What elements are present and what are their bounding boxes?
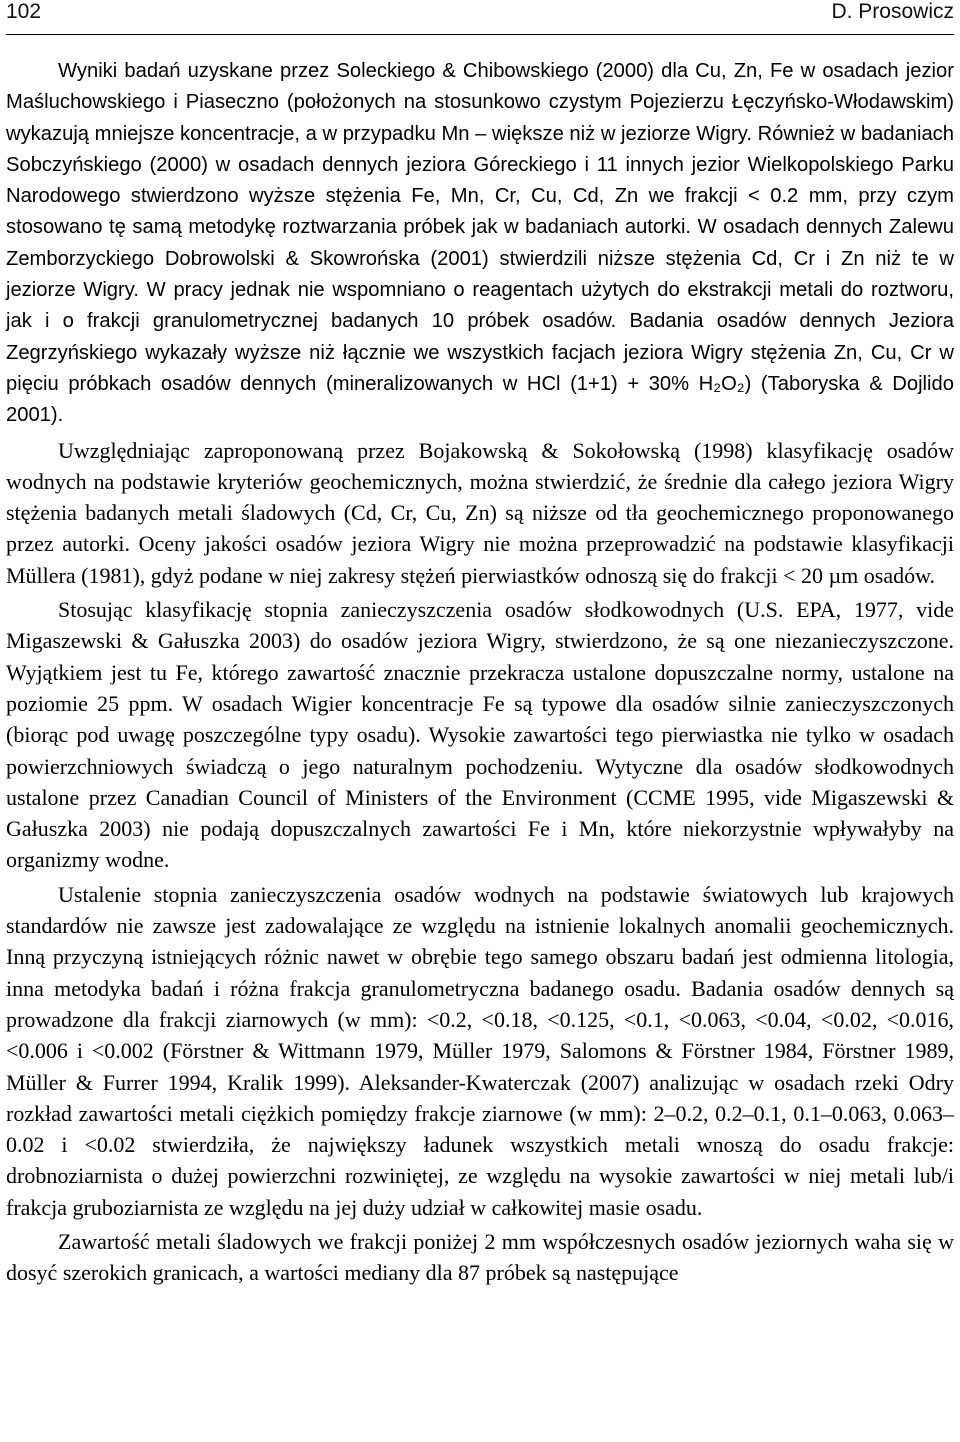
running-header — [6, 0, 954, 35]
page-number: 102 — [6, 0, 42, 23]
running-title: D. Prosowicz — [831, 0, 954, 23]
paragraph-1: Wyniki badań uzyskane przez Soleckiego & Chibowskiego (2000) dla Cu, Zn, Fe w osadach jezior Maśluchowskiego i Piaseczno (położonych na stosunkowo czystym Pojezierzu Łęczyńsko-Włodawskim) wykazują mniejsze koncentracje, a w przypadku Mn – większe niż w jeziorze Wigry. Również w badaniach Sobczyńskiego (2000) w osadach dennych jeziora Góreckiego i 11 innych jezior Wielkopolskiego Parku Narodowego stwierdzono wyższe stężenia Fe, Mn, Cr, Cu, Cd, Zn we frakcji < 0.2 mm, przy czym stosowano tę samą metodykę roztwarzania próbek jak w badaniach autorki. W osadach dennych Zalewu Zemborzyckiego Dobrowolski & Skowrońska (2001) stwierdzili niższe stężenia Cd, Cr i Zn niż te w jeziorze Wigry. W pracy jednak nie wspomniano o reagentach użytych do ekstrakcji metali do roztworu, jak i o frakcji granulometrycznej badanych 10 próbek osadów. Badania osadów dennych Jeziora Zegrzyńskiego wykazały wyższe niż łącznie we wszystkich facjach jeziora Wigry stężenia Zn, Cu, Cr w pięciu próbkach osadów dennych (mineralizowanych w HCl (1+1) + 30% H₂O₂) (Taboryska & Dojlido 2001). — [6, 60, 954, 427]
paragraph-5: Zawartość metali śladowych we frakcji poniżej 2 mm współczesnych osadów jeziornych waha się w dosyć szerokich granicach, a wartości mediany dla 87 próbek są następujące — [6, 1228, 954, 1286]
paragraph-2: Uwzględniając zaproponowaną przez Bojakowską & Sokołowską (1998) klasyfikację osadów wodnych na podstawie kryteriów geochemicznych, można stwierdzić, że średnie dla całego jeziora Wigry stężenia badanych metali śladowych (Cd, Cr, Cu, Zn) są niższe od tła geochemicznego proponowanego przez autorki. Oceny jakości osadów jeziora Wigry nie można przeprowadzić na podstawie klasyfikacji Müllera (1981), gdyż podane w niej zakresy stężeń pierwiastków odnoszą się do frakcji < 20 µm osadów. — [6, 437, 954, 588]
paragraph-3: Stosując klasyfikację stopnia zanieczyszczenia osadów słodkowodnych (U.S. EPA, 1977, vide Migaszewski & Gałuszka 2003) do osadów jeziora Wigry, stwierdzono, że są one niezanieczyszczone. Wyjątkiem jest tu Fe, którego zawartość znacznie przekracza ustalone dopuszczalne normy, ustalone na poziomie 25 ppm. W osadach Wigier koncentracje Fe są typowe dla osadów silnie zanieczyszczonych (biorąc pod uwagę poszczególne typy osadu). Wysokie zawartości tego pierwiastka nie tylko w osadach powierzchniowych świadczą o jego naturalnym pochodzeniu. Wytyczne dla osadów słodkowodnych ustalone przez Canadian Council of Ministers of the Environment (CCME 1995, vide Migaszewski & Gałuszka 2003) nie podają dopuszczalnych zawartości Fe i Mn, które niekorzystnie wpływałyby na organizmy wodne. — [6, 597, 954, 873]
body-text — [6, 56, 954, 1289]
paragraph-4: Ustalenie stopnia zanieczyszczenia osadów wodnych na podstawie światowych lub krajowych standardów nie zawsze jest zadowalające ze względu na istnienie lokalnych anomalii geochemicznych. Inną przyczyną istniejących różnic nawet w obrębie tego samego obszaru badań jest odmienna litologia, inna metodyka badań i różna frakcja granulometryczna badanego osadu. Badania osadów dennych są prowadzone dla frakcji ziarnowych (w mm): <0.2, <0.18, <0.125, <0.1, <0.063, <0.04, <0.02, <0.016, <0.006 i <0.002 (Förstner & Wittmann 1979, Müller 1979, Salomons & Förstner 1984, Förstner 1989, Müller & Furrer 1994, Kralik 1999). Aleksander-Kwaterczak (2007) analizując w osadach rzeki Odry rozkład zawartości metali ciężkich pomiędzy frakcje ziarnowe (w mm): 2–0.2, 0.2–0.1, 0.1–0.063, 0.063–0.02 i <0.02 stwierdziła, że największy ładunek wszystkich metali wnoszą do osadu frakcje: drobnoziarnista o dużej powierzchni rozwiniętej, ze względu na wysokie zawartości w niej metali lub/i frakcja gruboziarnista ze względu na jej duży udział w całkowitej masie osadu. — [6, 881, 954, 1220]
